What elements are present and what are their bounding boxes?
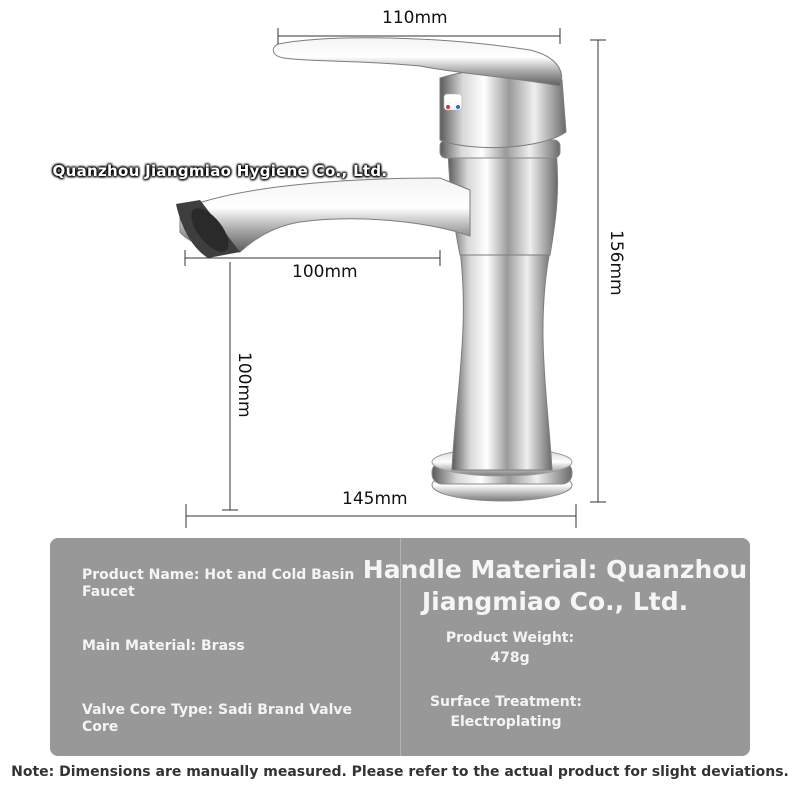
spec-weight-label: Product Weight: [445, 630, 575, 646]
spec-panel [50, 538, 750, 756]
dimension-base-length: 145mm [342, 489, 408, 509]
dimension-spout-height: 100mm [234, 352, 254, 418]
measurement-note: Note: Dimensions are manually measured. Please refer to the actual product for slight deviations. [11, 764, 789, 780]
spec-product-name: Product Name: Hot and Cold Basin Faucet [82, 567, 355, 600]
dimension-spout-reach: 100mm [292, 262, 358, 282]
spec-surface-label: Surface Treatment: [429, 694, 583, 710]
company-watermark: Quanzhou Jiangmiao Hygiene Co., Ltd. [52, 162, 388, 180]
spec-main-material: Main Material: Brass [82, 638, 245, 654]
faucet-body [176, 38, 572, 501]
spec-valve-core: Valve Core Type: Sadi Brand Valve Core [82, 702, 353, 735]
dimension-handle-width: 110mm [382, 8, 448, 28]
spec-surface-value: Electroplating [450, 714, 562, 730]
spec-handle-material: Handle Material: Quanzhou Jiangmiao Co., Ltd. [362, 555, 748, 616]
spec-weight-value: 478g [490, 650, 530, 666]
dimension-total-height: 156mm [606, 230, 626, 296]
